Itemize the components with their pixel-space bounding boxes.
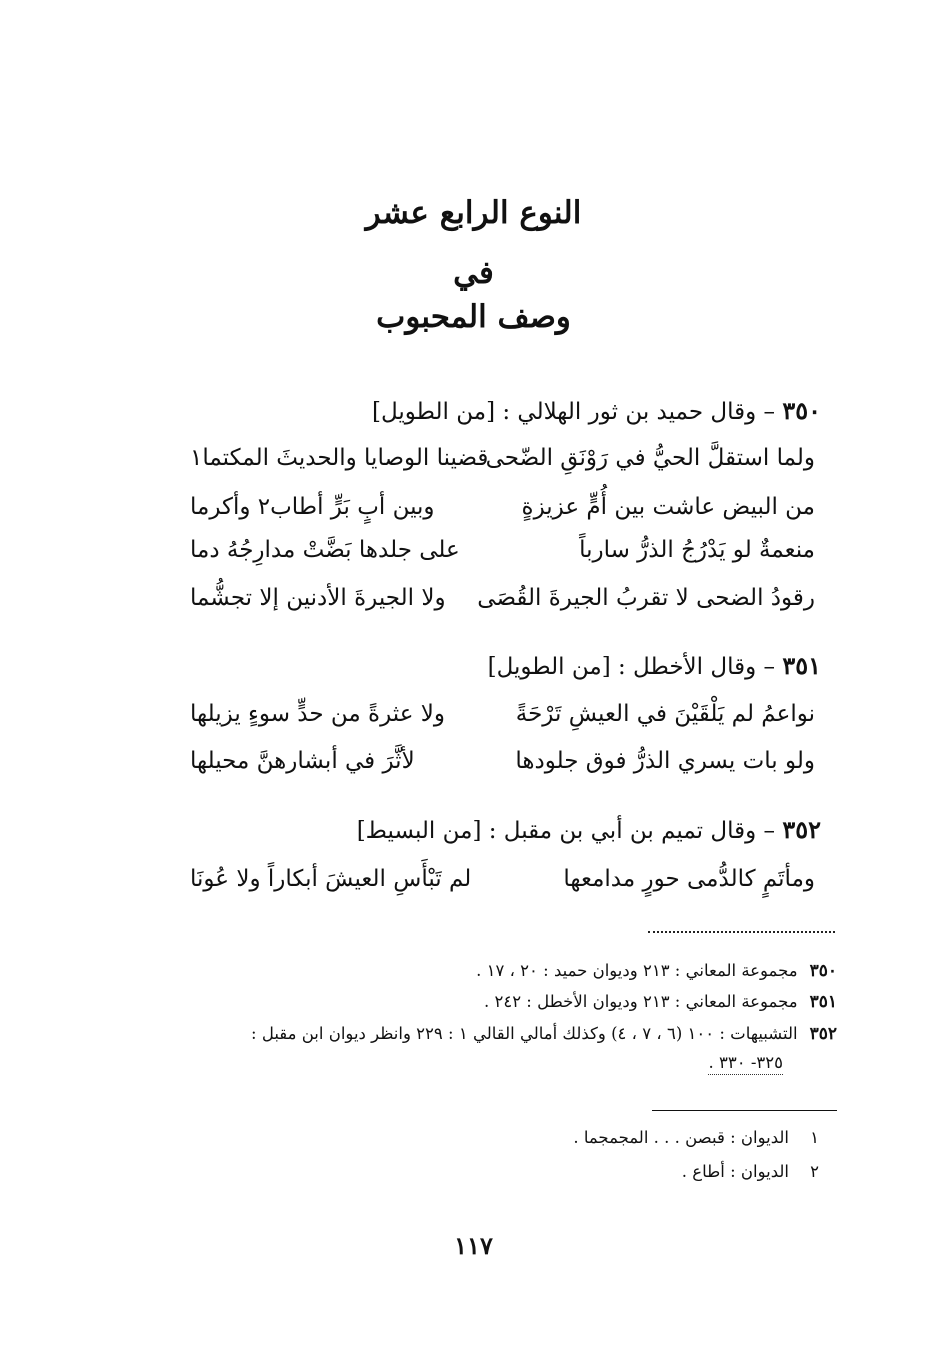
footnote-separator (648, 931, 835, 933)
chapter-title: النوع الرابع عشر (365, 195, 582, 231)
verse-line (190, 866, 815, 906)
verse-second-hemistich: ولا عثرةً من حدٍّ سوءٍ يزيلها (190, 701, 445, 727)
source-footnote (476, 961, 837, 981)
variant-note (573, 1128, 819, 1147)
entry-number: ٣٥٢ (782, 815, 821, 844)
source-footnote (484, 992, 837, 1012)
entry-intro: – وقال حميد بن ثور الهلالي : [من الطويل] (371, 399, 776, 425)
verse-line (190, 748, 815, 788)
footnote-text: التشبيهات : ١٠٠ (٦ ، ٧ ، ٤) وكذلك أمالي القالي ١ : ٢٢٩ وانظر ديوان ابن مقبل : (251, 1024, 798, 1043)
verse-first-hemistich: نواعمُ لم يَلْقَيْنَ في العيشِ تَرْحَةً (515, 701, 815, 727)
verse-line (190, 537, 815, 577)
footnote-continuation: ٣٢٥- ٣٣٠ . (708, 1053, 783, 1075)
note-text: الديوان : قبصن . . . المجمجما . (573, 1128, 789, 1147)
verse-first-hemistich: منعمةٌ لو يَدْرُجُ الذرُّ سارباً (579, 537, 815, 563)
entry-intro: – وقال تميم بن أبي بن مقبل : [من البسيط] (356, 818, 776, 844)
source-footnote (251, 1024, 837, 1044)
footnote-text: مجموعة المعاني : ٢١٣ وديوان حميد : ٢٠ ، ١٧ . (476, 961, 798, 980)
verse-line (190, 701, 815, 741)
verse-first-hemistich: ولو بات يسري الذرُّ فوق جلودها (515, 748, 815, 774)
note-number: ٢ (810, 1162, 819, 1181)
variant-note (682, 1162, 819, 1181)
note-number: ١ (810, 1128, 819, 1147)
verse-line (190, 585, 815, 625)
entry-heading (488, 651, 821, 680)
verse-first-hemistich: ومأتَمٍ كالدُّمى حورٍ مدامعها (563, 866, 815, 892)
chapter-subtitle: وصف المحبوب (376, 299, 571, 335)
verse-first-hemistich: رقودُ الضحى لا تقربُ الجيرةَ القُصَى (477, 585, 815, 611)
verse-second-hemistich: ولا الجيرةَ الأدنين إلا تجشُّما (190, 585, 446, 611)
note-text: الديوان : أطاع . (681, 1162, 789, 1181)
footnote-text: مجموعة المعاني : ٢١٣ وديوان الأخطل : ٢٤٢ . (483, 992, 798, 1011)
footnote-number: ٣٥٠ (809, 961, 837, 981)
entry-number: ٣٥١ (782, 651, 821, 680)
entry-intro: – وقال الأخطل : [من الطويل] (487, 654, 776, 680)
verse-first-hemistich: ولما استقلَّ الحيُّ في رَوْنَقِ الضّحى (485, 445, 815, 471)
verse-first-hemistich: من البيض عاشت بين أُمٍّ عزيزةٍ (521, 494, 815, 520)
verse-second-hemistich: لم تَبْأَسِ العيشَ أبكاراً ولا عُونَا (190, 866, 472, 892)
verse-second-hemistich: قضينا الوصايا والحديثَ المكتما١ (190, 445, 489, 471)
chapter-title-connector: في (453, 255, 494, 291)
page-number: ١١٧ (454, 1231, 493, 1260)
verse-second-hemistich: وبين أبٍ بَرٍّ أطاب٢ وأكرما (190, 494, 435, 520)
entry-heading (357, 815, 821, 844)
entry-heading (372, 396, 821, 425)
footnote-number: ٣٥١ (809, 992, 837, 1012)
entry-number: ٣٥٠ (782, 396, 821, 425)
verse-second-hemistich: لأثَّرَ في أبشارهنَّ محيلها (190, 748, 415, 774)
footnote-number: ٣٥٢ (809, 1024, 837, 1044)
verse-line (190, 445, 815, 485)
verse-second-hemistich: على جلدها بَضَّتْ مدارِجُهُ دما (190, 537, 460, 563)
verse-line (190, 494, 815, 534)
notes-separator (652, 1110, 837, 1111)
